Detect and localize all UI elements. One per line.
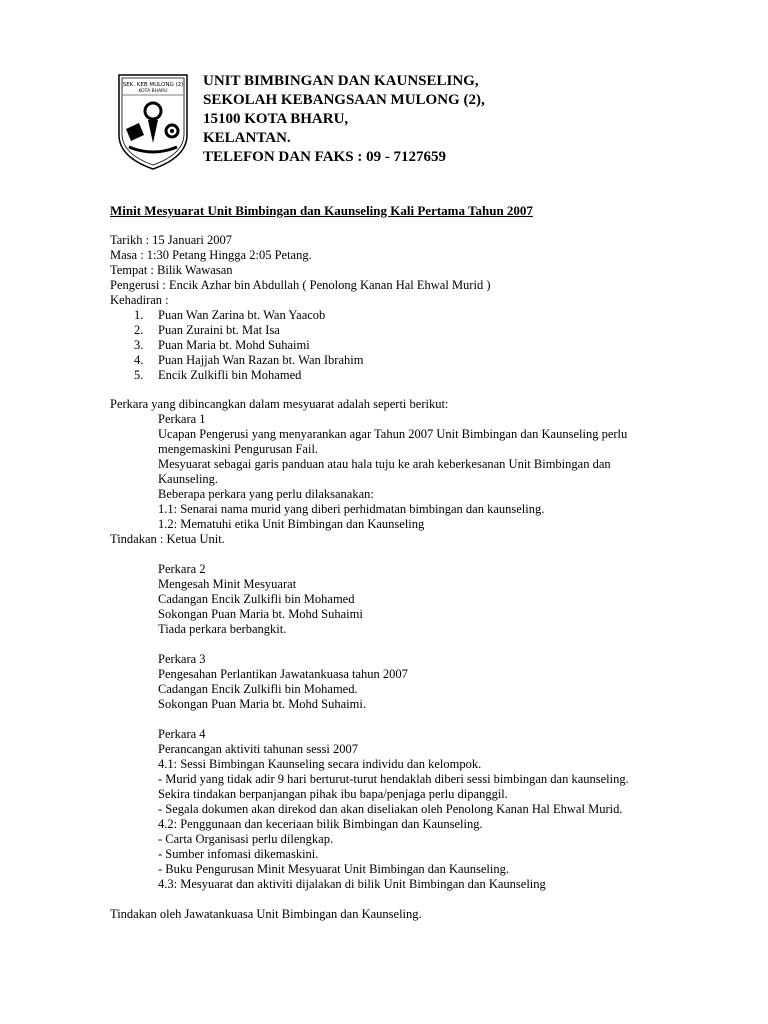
paragraph-line: 4.1: Sessi Bimbingan Kaunseling secara individu dan kelompok. xyxy=(158,757,482,771)
paragraph-line: Sokongan Puan Maria bt. Mohd Suhaimi. xyxy=(158,697,366,711)
paragraph-line: Ucapan Pengerusi yang menyarankan agar Tahun 2007 Unit Bimbingan dan Kaunseling perlu xyxy=(158,427,628,441)
paragraph-line: Beberapa perkara yang perlu dilaksanakan: xyxy=(158,487,374,501)
list-number: 3. xyxy=(134,338,144,352)
paragraph-line: 4.2: Penggunaan dan keceriaan bilik Bimbingan dan Kaunseling. xyxy=(158,817,483,831)
perkara-heading: Perkara 4 xyxy=(158,727,206,741)
crest-top-text: SEK. KEB MULONG (2) xyxy=(122,82,184,88)
list-item xyxy=(110,323,490,338)
document-title: Minit Mesyuarat Unit Bimbingan dan Kaunseling Kali Pertama Tahun 2007 xyxy=(110,203,533,218)
list-number: 1. xyxy=(134,308,144,322)
paragraph-line: 1.1: Senarai nama murid yang diberi perhidmatan bimbingan dan kaunseling. xyxy=(158,502,545,516)
perkara-2 xyxy=(110,562,670,637)
final-action-line: Tindakan oleh Jawatankuasa Unit Bimbingan dan Kaunseling. xyxy=(110,907,422,921)
paragraph-line: 4.3: Mesyuarat dan aktiviti dijalakan di bilik Unit Bimbingan dan Kaunseling xyxy=(158,877,546,891)
action-line: Tindakan : Ketua Unit. xyxy=(110,532,225,546)
perkara-heading: Perkara 3 xyxy=(158,652,206,666)
attendee-list xyxy=(110,308,490,383)
letterhead-school: SEKOLAH KEBANGSAAN MULONG (2), xyxy=(203,92,485,108)
paragraph-line: Sokongan Puan Maria bt. Mohd Suhaimi xyxy=(158,607,363,621)
perkara-heading: Perkara 1 xyxy=(158,412,206,426)
paragraph-line: 1.2: Mematuhi etika Unit Bimbingan dan Kaunseling xyxy=(158,517,425,531)
paragraph-line: Kaunseling. xyxy=(158,472,219,486)
paragraph-line: - Sumber infomasi dikemaskini. xyxy=(158,847,319,861)
letterhead xyxy=(203,72,485,167)
letterhead-postcode: 15100 KOTA BHARU, xyxy=(203,111,349,127)
perkara-1 xyxy=(110,412,670,532)
crest-sub-text: KOTA BHARU xyxy=(138,89,168,94)
attendee-name: Encik Zulkifli bin Mohamed xyxy=(158,368,302,382)
list-item xyxy=(110,353,490,368)
paragraph-line: Perancangan aktiviti tahunan sessi 2007 xyxy=(158,742,358,756)
paragraph-line: Pengesahan Perlantikan Jawatankuasa tahun 2007 xyxy=(158,667,408,681)
paragraph-line: Cadangan Encik Zulkifli bin Mohamed. xyxy=(158,682,358,696)
paragraph-line: - Buku Pengurusan Minit Mesyuarat Unit Bimbingan dan Kaunseling. xyxy=(158,862,510,876)
paragraph-line: mengemaskini Pengurusan Fail. xyxy=(158,442,319,456)
attendance-label: Kehadiran : xyxy=(110,293,169,307)
letterhead-state: KELANTAN. xyxy=(203,130,291,146)
paragraph-line: - Carta Organisasi perlu dilengkap. xyxy=(158,832,334,846)
attendee-name: Puan Wan Zarina bt. Wan Yaacob xyxy=(158,308,326,322)
list-item xyxy=(110,308,490,323)
meeting-time: Masa : 1:30 Petang Hingga 2:05 Petang. xyxy=(110,248,312,262)
paragraph-line: Mesyuarat sebagai garis panduan atau hala tuju ke arah keberkesanan Unit Bimbingan dan xyxy=(158,457,611,471)
meeting-chair: Pengerusi : Encik Azhar bin Abdullah ( Penolong Kanan Hal Ehwal Murid ) xyxy=(110,278,491,292)
letterhead-phone: TELEFON DAN FAKS : 09 - 7127659 xyxy=(203,149,447,165)
letterhead-unit: UNIT BIMBINGAN DAN KAUNSELING, xyxy=(203,73,479,89)
attendee-name: Puan Hajjah Wan Razan bt. Wan Ibrahim xyxy=(158,353,364,367)
perkara-3 xyxy=(110,652,670,712)
paragraph-line: - Segala dokumen akan direkod dan akan diseliakan oleh Penolong Kanan Hal Ehwal Murid. xyxy=(158,802,623,816)
list-item xyxy=(110,368,490,383)
meeting-details xyxy=(110,233,490,383)
minutes-body xyxy=(110,397,670,922)
attendee-name: Puan Maria bt. Mohd Suhaimi xyxy=(158,338,310,352)
intro-text: Perkara yang dibincangkan dalam mesyuarat adalah seperti berikut: xyxy=(110,397,449,411)
perkara-4 xyxy=(110,727,670,892)
paragraph-line: Sekira tindakan berpanjangan pihak ibu bapa/penjaga perlu dipanggil. xyxy=(158,787,508,801)
list-number: 2. xyxy=(134,323,144,337)
paragraph-line: Cadangan Encik Zulkifli bin Mohamed xyxy=(158,592,355,606)
meeting-date: Tarikh : 15 Januari 2007 xyxy=(110,233,233,247)
attendee-name: Puan Zuraini bt. Mat Isa xyxy=(158,323,280,337)
paragraph-line: - Murid yang tidak adir 9 hari berturut-turut hendaklah diberi sessi bimbingan dan kaunseling. xyxy=(158,772,629,786)
paragraph-line: Tiada perkara berbangkit. xyxy=(158,622,287,636)
perkara-heading: Perkara 2 xyxy=(158,562,206,576)
paragraph-line: Mengesah Minit Mesyuarat xyxy=(158,577,297,591)
list-number: 4. xyxy=(134,353,144,367)
school-crest-logo xyxy=(117,73,189,171)
meeting-venue: Tempat : Bilik Wawasan xyxy=(110,263,233,277)
list-number: 5. xyxy=(134,368,144,382)
list-item xyxy=(110,338,490,353)
